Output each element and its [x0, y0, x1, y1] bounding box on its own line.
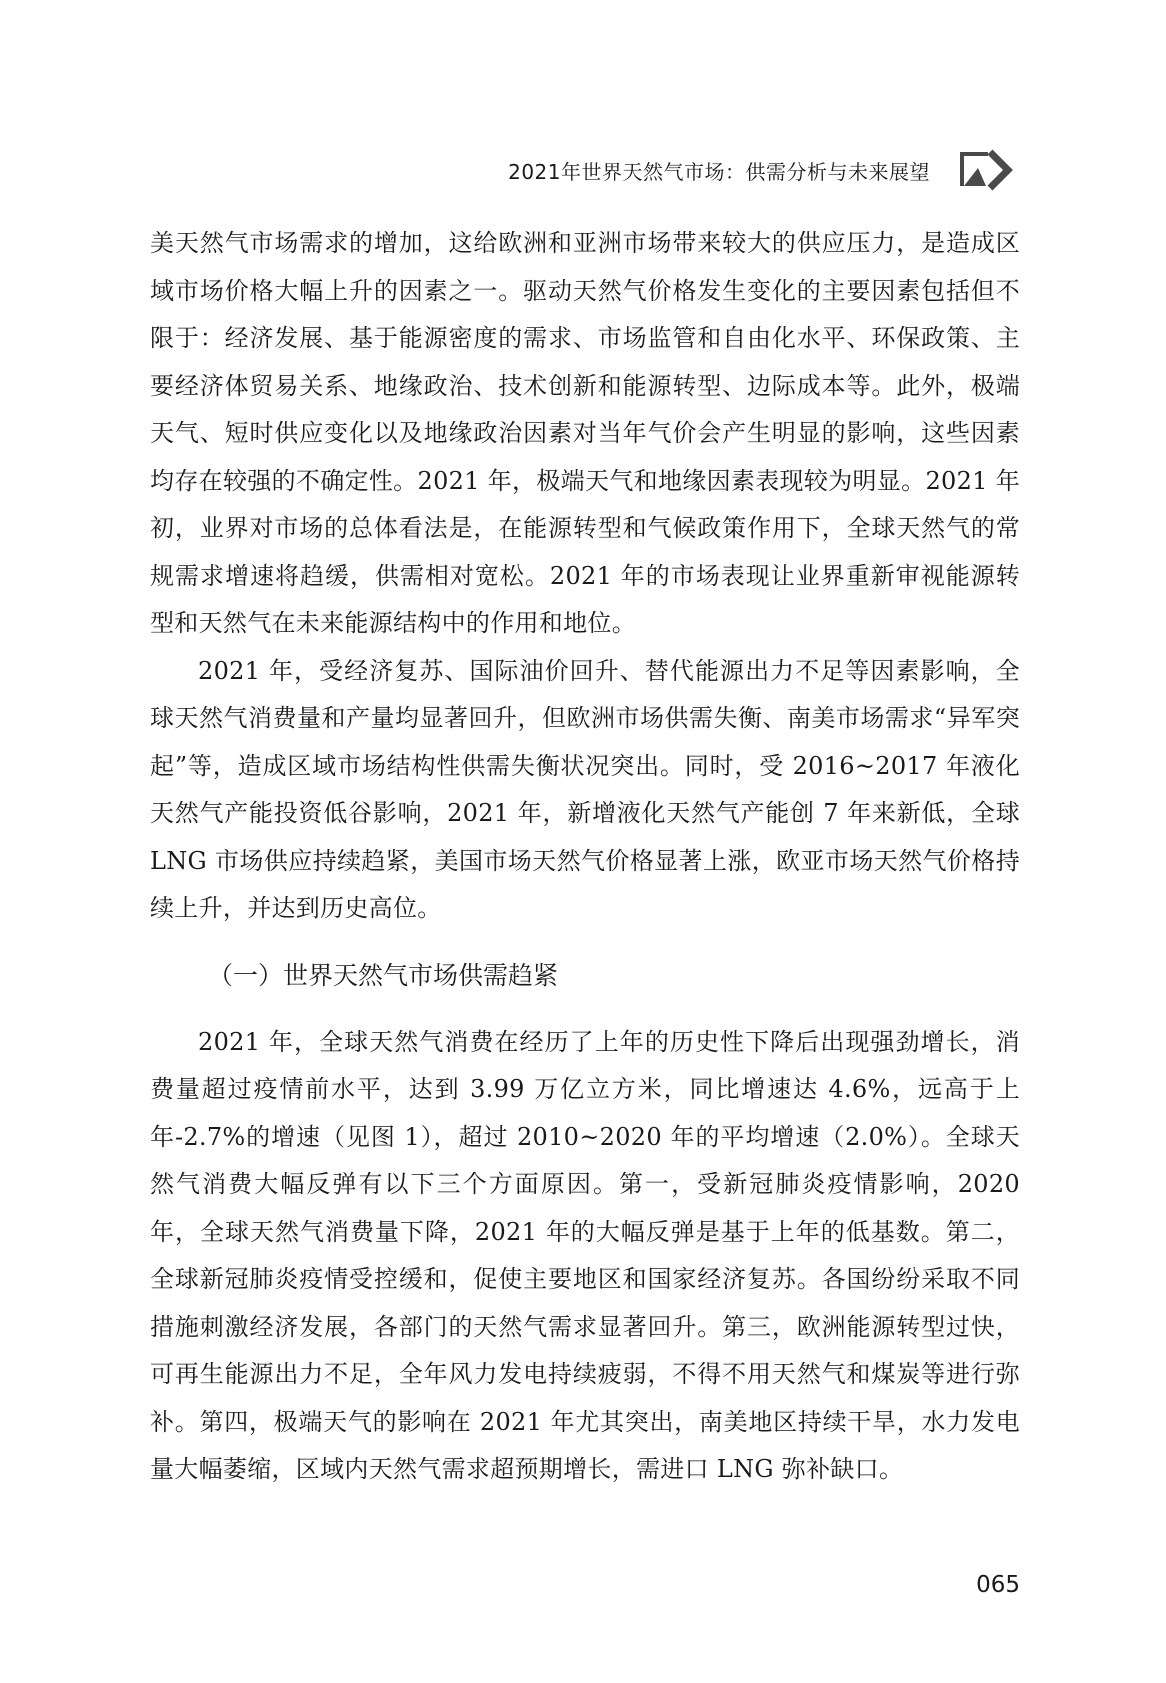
page-body — [150, 220, 1020, 1494]
page-number: 065 — [976, 1572, 1020, 1598]
chapter-arrow-icon — [960, 148, 1020, 192]
section-paragraph: 2021 年，全球天然气消费在经历了上年的历史性下降后出现强劲增长，消费量超过疫情前水平，达到 3.99 万亿立方米，同比增速达 4.6%，远高于上年-2.7%的增速（见图 1），超过 2010~2020 年的平均增速（2.0%）。全球天然气消费大幅反弹有以下三个方面原因。第一，受新冠肺炎疫情影响，2020 年，全球天然气消费量下降，2021 年的大幅反弹是基于上年的低基数。第二，全球新冠肺炎疫情受控缓和，促使主要地区和国家经济复苏。各国纷纷采取不同措施刺激经济发展，各部门的天然气需求显著回升。第三，欧洲能源转型过快，可再生能源出力不足，全年风力发电持续疲弱，不得不用天然气和煤炭等进行弥补。第四，极端天气的影响在 2021 年尤其突出，南美地区持续干旱，水力发电量大幅萎缩，区域内天然气需求超预期增长，需进口 LNG 弥补缺口。 — [150, 1027, 1020, 1483]
body-paragraph: 2021 年，受经济复苏、国际油价回升、替代能源出力不足等因素影响，全球天然气消费量和产量均显著回升，但欧洲市场供需失衡、南美市场需求“异军突起”等，造成区域市场结构性供需失衡状况突出。同时，受 2016~2017 年液化天然气产能投资低谷影响，2021 年，新增液化天然气产能创 7 年来新低，全球 LNG 市场供应持续趋紧，美国市场天然气价格显著上涨，欧亚市场天然气价格持续上升，并达到历史高位。 — [150, 656, 1020, 922]
running-header-title: 2021年世界天然气市场：供需分析与未来展望 — [508, 160, 930, 184]
running-header — [150, 148, 1020, 198]
body-paragraph: 美天然气市场需求的增加，这给欧洲和亚洲市场带来较大的供应压力，是造成区域市场价格大幅上升的因素之一。驱动天然气价格发生变化的主要因素包括但不限于：经济发展、基于能源密度的需求、市场监管和自由化水平、环保政策、主要经济体贸易关系、地缘政治、技术创新和能源转型、边际成本等。此外，极端天气、短时供应变化以及地缘政治因素对当年气价会产生明显的影响，这些因素均存在较强的不确定性。2021 年，极端天气和地缘因素表现较为明显。2021 年初，业界对市场的总体看法是，在能源转型和气候政策作用下，全球天然气的常规需求增速将趋缓，供需相对宽松。2021 年的市场表现让业界重新审视能源转型和天然气在未来能源结构中的作用和地位。 — [150, 229, 1020, 637]
section-heading: （一）世界天然气市场供需趋紧 — [208, 960, 559, 990]
